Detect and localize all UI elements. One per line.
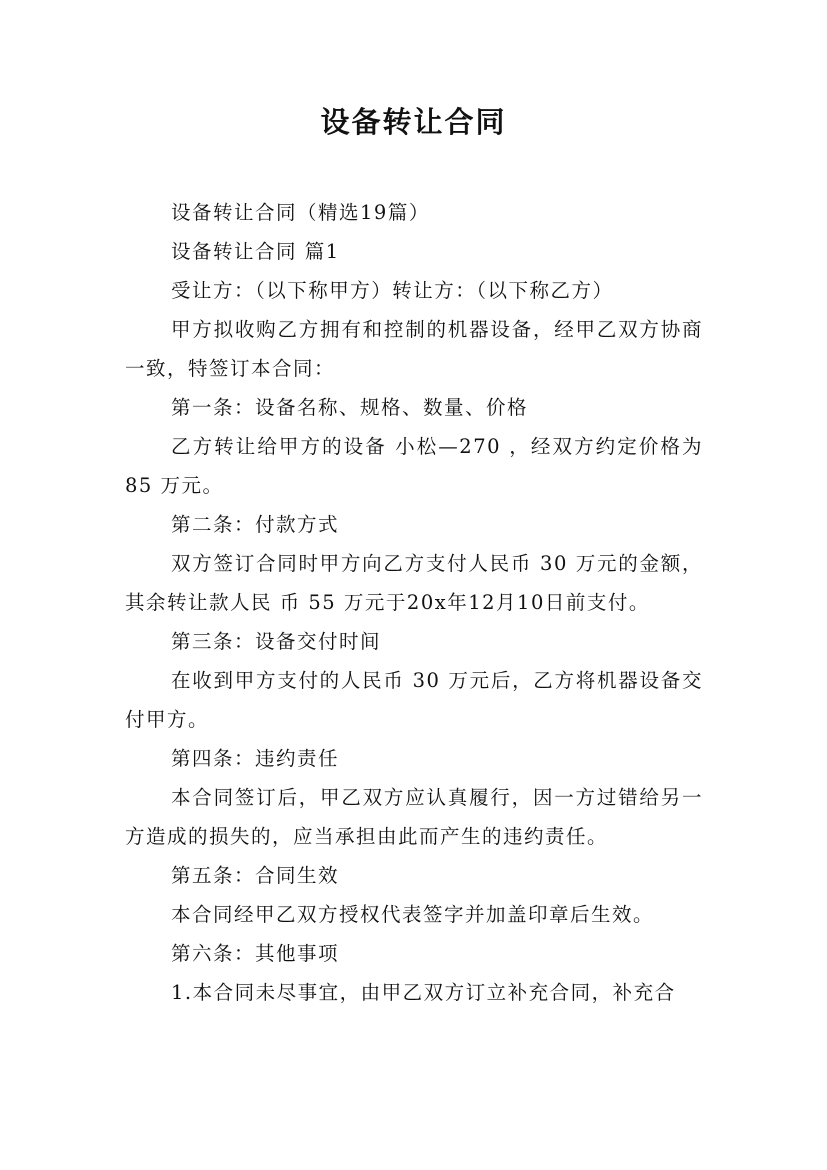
paragraph-parties: 受让方：（以下称甲方）转让方：（以下称乙方） xyxy=(171,279,614,302)
clause-2-text: 双方签订合同时甲方向乙方支付人民币 30 万元的金额，其余转让款人民 币 55 万元于20x年12月10日前支付。 xyxy=(125,552,703,614)
paragraph-preamble: 甲方拟收购乙方拥有和控制的机器设备，经甲乙双方协商一致，特签订本合同： xyxy=(125,318,703,380)
clause-5-heading: 第五条：合同生效 xyxy=(171,864,340,887)
document-body xyxy=(125,193,703,1012)
clause-4-heading: 第四条：违约责任 xyxy=(171,747,340,770)
clause-4-text: 本合同签订后，甲乙双方应认真履行，因一方过错给另一方造成的损失的，应当承担由此而产生的违约责任。 xyxy=(125,786,703,848)
clause-6-heading: 第六条：其他事项 xyxy=(171,942,340,965)
document-title: 设备转让合同 xyxy=(320,105,507,139)
clause-1-heading: 第一条：设备名称、规格、数量、价格 xyxy=(171,396,529,419)
clause-3-text: 在收到甲方支付的人民币 30 万元后，乙方将机器设备交付甲方。 xyxy=(125,669,703,731)
clause-6-text: 1.本合同未尽事宜，由甲乙双方订立补充合同，补充合 xyxy=(171,981,676,1004)
clause-1-text: 乙方转让给甲方的设备 小松—270 ，经双方约定价格为 85 万元。 xyxy=(125,435,703,497)
paragraph-subtitle: 设备转让合同（精选19篇） xyxy=(171,201,430,224)
clause-5-text: 本合同经甲乙双方授权代表签字并加盖印章后生效。 xyxy=(171,903,655,926)
clause-2-heading: 第二条：付款方式 xyxy=(171,513,340,536)
clause-3-heading: 第三条：设备交付时间 xyxy=(171,630,382,653)
paragraph-section-heading: 设备转让合同 篇1 xyxy=(171,240,340,263)
